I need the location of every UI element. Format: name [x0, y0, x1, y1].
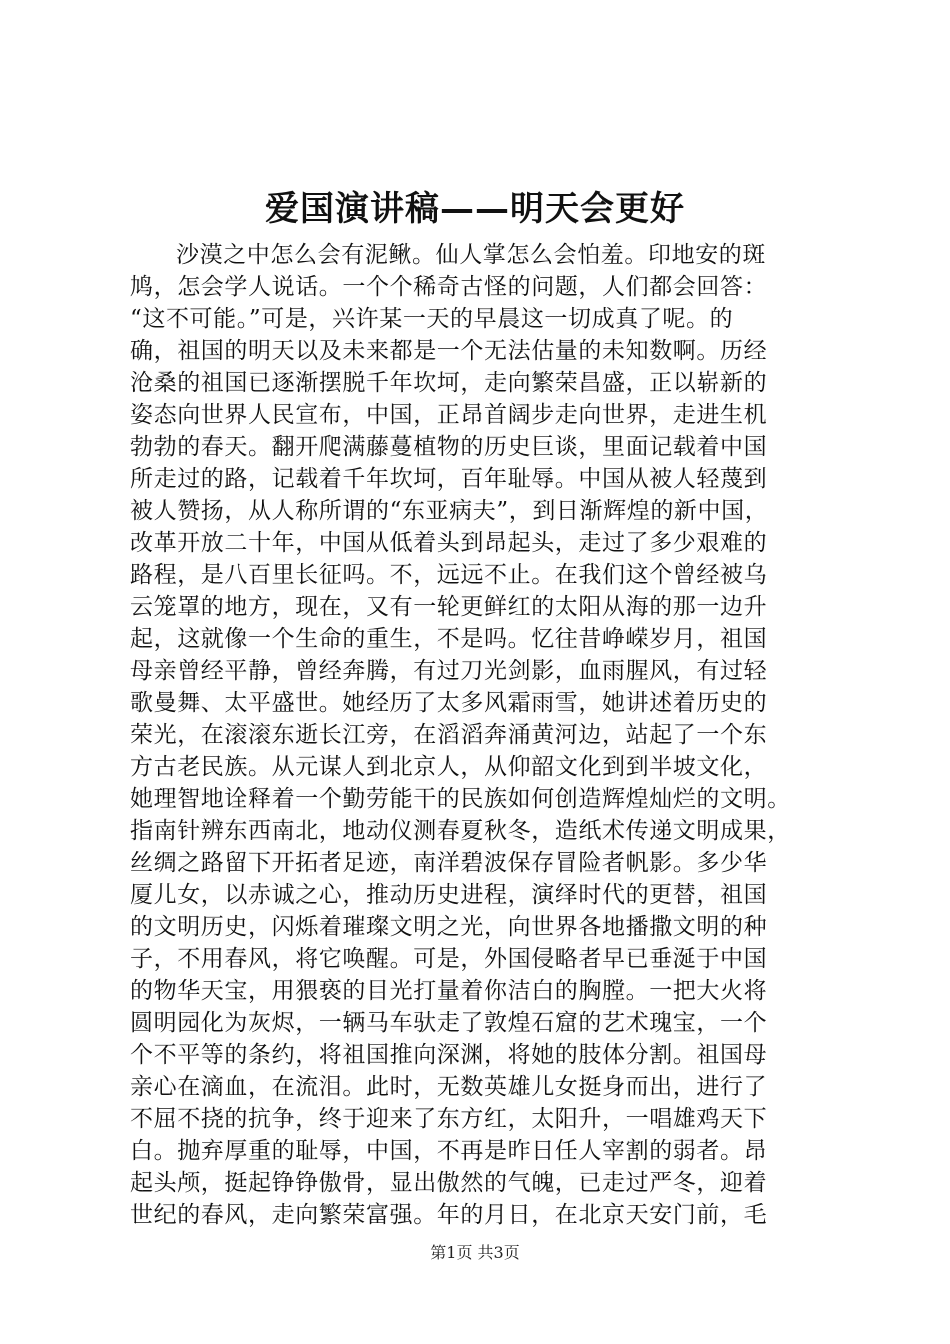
body-line: 白。抛弃厚重的耻辱，中国，不再是昨日任人宰割的弱者。昂	[130, 1138, 768, 1164]
body-line: 子，不用春风，将它唤醒。可是，外国侵略者早已垂涎于中国	[130, 946, 768, 972]
body-line: 所走过的路，记载着千年坎坷，百年耻辱。中国从被人轻蔑到	[130, 466, 768, 492]
body-line: 沧桑的祖国已逐渐摆脱千年坎坷，走向繁荣昌盛，正以崭新的	[130, 370, 768, 396]
body-line: 圆明园化为灰烬，一辆马车驮走了敦煌石窟的艺术瑰宝，一个	[130, 1010, 768, 1036]
body-line: 起头颅，挺起铮铮傲骨，显出傲然的气魄，已走过严冬，迎着	[130, 1170, 768, 1196]
body-line: 亲心在滴血，在流泪。此时，无数英雄儿女挺身而出，进行了	[130, 1074, 768, 1100]
document-body	[130, 239, 850, 1231]
body-line: 鸠，怎会学人说话。一个个稀奇古怪的问题，人们都会回答：	[130, 274, 768, 300]
body-line: 确，祖国的明天以及未来都是一个无法估量的未知数啊。历经	[130, 338, 768, 364]
body-line: 起，这就像一个生命的重生，不是吗。忆往昔峥嵘岁月，祖国	[130, 626, 768, 652]
body-line: 云笼罩的地方，现在，又有一轮更鲜红的太阳从海的那一边升	[130, 594, 768, 620]
body-line: 歌曼舞、太平盛世。她经历了太多风霜雨雪，她讲述着历史的	[130, 690, 768, 716]
body-line: 的物华天宝，用猥亵的目光打量着你洁白的胸膛。一把大火将	[130, 978, 768, 1004]
body-line: 母亲曾经平静，曾经奔腾，有过刀光剑影，血雨腥风，有过轻	[130, 658, 768, 684]
body-line: 指南针辨东西南北，地动仪测春夏秋冬，造纸术传递文明成果，	[130, 818, 791, 844]
page-number-footer: 第1页 共3页	[430, 1243, 520, 1262]
body-line: 她理智地诠释着一个勤劳能干的民族如何创造辉煌灿烂的文明。	[130, 786, 791, 812]
body-line: 厦儿女，以赤诚之心，推动历史进程，演绎时代的更替，祖国	[130, 882, 768, 908]
body-line: 丝绸之路留下开拓者足迹，南洋碧波保存冒险者帆影。多少华	[130, 850, 768, 876]
body-line: 被人赞扬，从人称所谓的“东亚病夫”，到日渐辉煌的新中国，	[130, 498, 769, 524]
body-line: 的文明历史，闪烁着璀璨文明之光，向世界各地播撒文明的种	[130, 914, 768, 940]
body-line: 路程，是八百里长征吗。不，远远不止。在我们这个曾经被乌	[130, 562, 768, 588]
body-line: 个不平等的条约，将祖国推向深渊，将她的肢体分割。祖国母	[130, 1042, 768, 1068]
body-line: 改革开放二十年，中国从低着头到昂起头，走过了多少艰难的	[130, 530, 768, 556]
body-line: 勃勃的春天。翻开爬满藤蔓植物的历史巨谈，里面记载着中国	[130, 434, 768, 460]
body-line: 方古老民族。从元谋人到北京人，从仰韶文化到到半坡文化，	[130, 754, 768, 780]
body-line: “这不可能。”可是，兴许某一天的早晨这一切成真了呢。的	[130, 306, 734, 332]
body-line: 不屈不挠的抗争，终于迎来了东方红，太阳升，一唱雄鸡天下	[130, 1106, 768, 1132]
body-line: 沙漠之中怎么会有泥鳅。仙人掌怎么会怕羞。印地安的斑	[176, 242, 766, 268]
body-line: 世纪的春风，走向繁荣富强。年的月日，在北京天安门前，毛	[130, 1202, 768, 1228]
document-title: 爱国演讲稿——明天会更好	[265, 189, 685, 229]
body-line: 荣光，在滚滚东逝长江旁，在滔滔奔涌黄河边，站起了一个东	[130, 722, 768, 748]
body-line: 姿态向世界人民宣布，中国，正昂首阔步走向世界，走进生机	[130, 402, 768, 428]
